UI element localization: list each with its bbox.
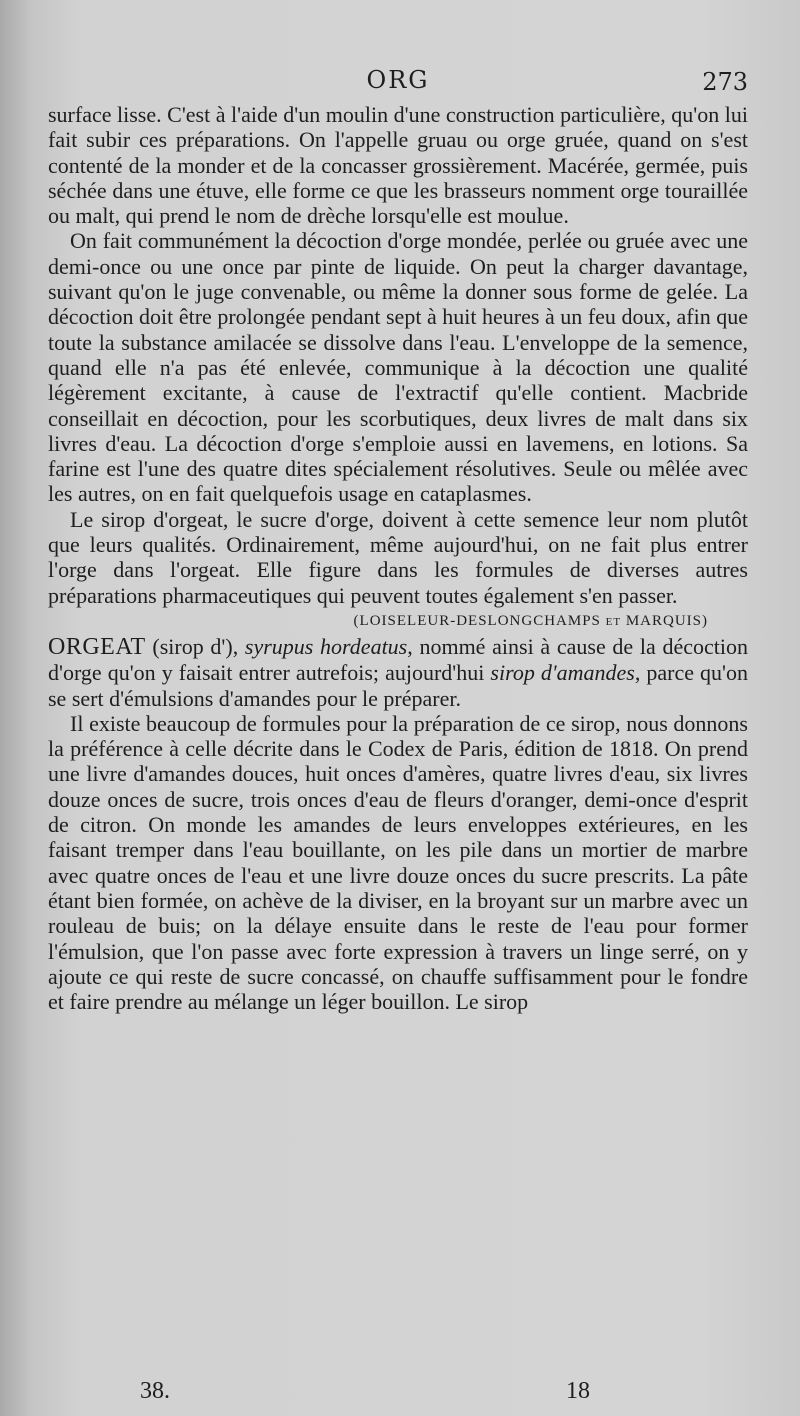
entry-alt-name: sirop d'amandes bbox=[490, 660, 635, 686]
entry-latin-name: syrupus hordeatus bbox=[244, 633, 408, 659]
paragraph-decoction: On fait communément la décoction d'orge mondée, perlée ou gruée avec une demi-once ou une once par pinte de liquide. On peut la charger davantage, suivant qu'on le juge convenable, ou même la donner sous forme de gelée. La décoction doit être prolongée pendant sept à huit heures à un feu doux, afin que toute la substance amilacée se dissolve dans l'eau. L'enveloppe de la semence, quand elle n'a pas été enlevée, communique à la décoction une qualité légèrement excitante, à cause de l'extractif qu'elle contient. Macbride conseillait en décoction, pour les scorbutiques, deux livres de malt dans six livres d'eau. La décoction d'orge s'emploie aussi en lavemens, en lotions. Sa farine est l'une des quatre dites spécialement résolutives. Seule ou mêlée avec les autres, on en fait quelquefois usage en cataplasmes. bbox=[48, 228, 748, 507]
entry-text-2: , parce qu'on se sert d'émulsions d'amandes pour le préparer. bbox=[48, 660, 749, 711]
entry-headword: ORGEAT bbox=[48, 633, 146, 660]
entry-paren: (sirop d'), bbox=[145, 633, 245, 659]
entry-text-1: , nommé ainsi à cause de la décoction d'orge qu'on y faisait entrer autrefois; aujourd'hui bbox=[48, 633, 748, 686]
signature-mark: 38. bbox=[140, 1378, 170, 1404]
author-signature: (LOISELEUR-DESLONGCHAMPS et MARQUIS) bbox=[353, 612, 708, 629]
paragraph-orgeat-name: Le sirop d'orgeat, le sucre d'orge, doivent à cette semence leur nom plutôt que leurs qualités. Ordinairement, même aujourd'hui, on ne fait plus entrer l'orge dans l'orgeat. Elle figure dans les formules de diverses autres préparations pharmaceutiques qui peuvent toutes également s'en passer. bbox=[48, 506, 748, 608]
page-footer bbox=[140, 1378, 590, 1408]
paragraph-continued: surface lisse. C'est à l'aide d'un moulin d'une construction particulière, qu'on lui fait subir ces préparations. On l'appelle gruau ou orge gruée, quand on s'est contenté de la monder et de la concasser grossièrement. Macérée, germée, puis séchée dans une étuve, elle forme ce que les brasseurs nomment orge touraillée ou malt, qui prend le nom de drèche lorsqu'elle est moulue. bbox=[48, 102, 748, 229]
paragraph-recipe: Il existe beaucoup de formules pour la préparation de ce sirop, nous donnons la préférence à celle décrite dans le Codex de Paris, édition de 1818. On prend une livre d'amandes douces, huit onces d'amères, quatre livres d'eau, six livres douze onces de sucre, trois onces d'eau de fleurs d'oranger, demi-once d'esprit de citron. On monde les amandes de leurs enveloppes extérieures, en les faisant tremper dans l'eau bouillante, on les pile dans un mortier de marbre avec quatre onces de l'eau et une livre douze onces du sucre prescrits. La pâte étant bien formée, on achève de la diviser, en la broyant sur un marbre avec un rouleau de buis; on la délaye ensuite dans le reste de l'eau pour former l'émulsion, que l'on passe avec forte expression à travers un linge serré, on y ajoute ce qui reste de sucre concassé, on chauffe suffisamment pour le fondre et faire prendre au mélange un léger bouillon. Le sirop bbox=[48, 710, 748, 1015]
main-text bbox=[48, 102, 748, 1014]
running-head-title: ORG bbox=[366, 66, 430, 94]
entry-orgeat bbox=[48, 634, 748, 711]
gathering-folio: 18 bbox=[566, 1378, 590, 1404]
running-head bbox=[48, 66, 748, 102]
page-number: 273 bbox=[702, 68, 748, 96]
